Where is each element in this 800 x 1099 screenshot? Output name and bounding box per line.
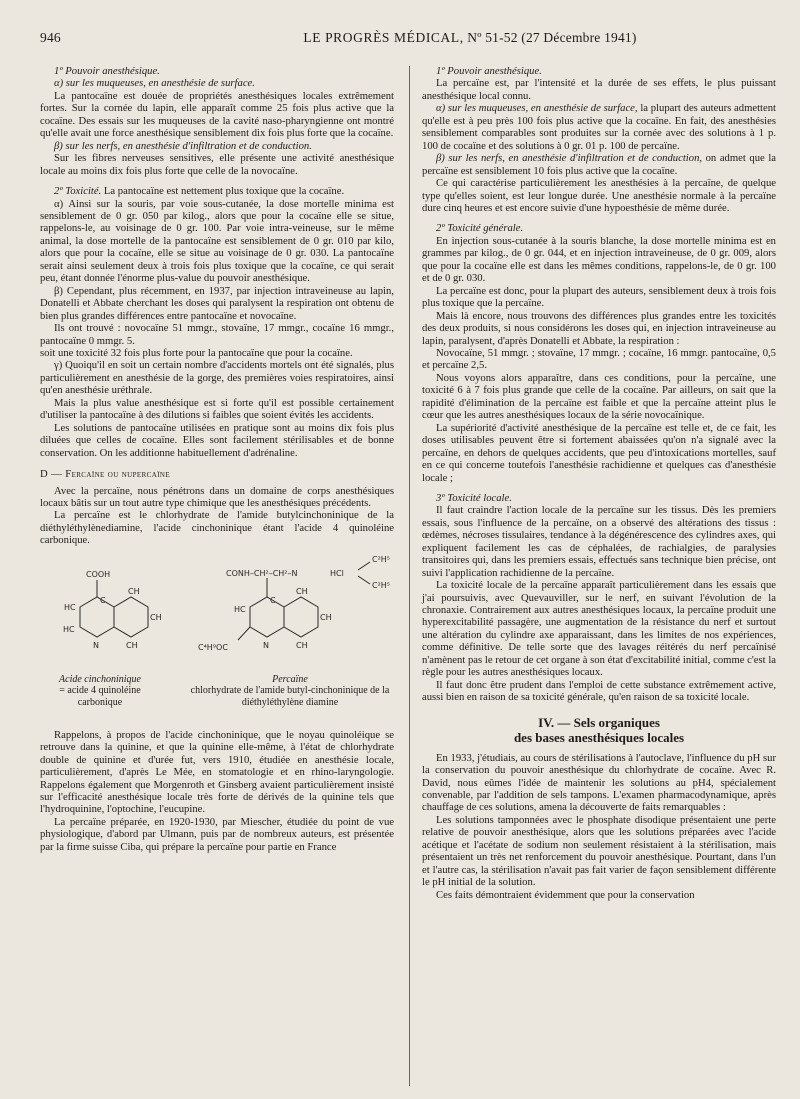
mol-label-n: N [93, 640, 99, 650]
paragraph-toxicite: 2º Toxicité. La pantocaïne est nettement plus toxique que la cocaïne. [54, 186, 345, 198]
paragraph: La pantocaïne est douée de propriétés anesthésiques locales extrêmement fortes. Sur la cornée du lapin, elle apparaît comme 25 fois plus active que la cocaïne. Des essais sur les muqueuses de la cavité naso-pharyngienne ont montré qu'elle avait une force anesthésique sensiblement dix fois plus forte que la cocaïne. [40, 90, 394, 140]
paragraph: α) sur les muqueuses, en anesthésie de surface, la plupart des auteurs admettent qu'elle est à peu près 100 fois plus active que la cocaïne. En fait, des anesthésies sensiblement comparables sont produites sur la cornée avec des solutions à 1 p. 100 de cocaïne et des solutions à 0 gr. 01 p. 100 de percaïne. [422, 103, 776, 152]
paragraph: β) sur les nerfs, en anesthésie d'infiltration et de conduction, on admet que la percaïne est sensiblement 10 fois plus active que la cocaïne. [422, 153, 776, 177]
left-column [40, 66, 394, 854]
paragraph: En 1933, j'étudiais, au cours de stérilisations à l'autoclave, l'influence du pH sur la conservation du pouvoir anesthésique du chlorhydrate de cocaïne. Avec R. David, nous eûmes l'idée de maintenir les solutions au pH4, spécialement convenable, par l'addition de sels tampons. L'examen pharmacodynamique, après chauffage de ces solutions, amena la découverte de faits remarquables : [422, 752, 776, 814]
caption-percaine: Percaïne chlorhydrate de l'amide butyl-cinchoninique de la diéthyléthylène diamine [190, 673, 390, 708]
subheading-muqueuses: α) sur les muqueuses, en anesthésie de surface. [54, 78, 255, 90]
mol-label-ch: CH [126, 640, 138, 650]
mol-label-hc: HC [234, 604, 246, 614]
paragraph: Novocaïne, 51 mmgr. ; stovaïne, 17 mmgr. ; cocaïne, 16 mmgr. pantocaïne, 0,5 et percaïne 2,5. [422, 347, 776, 372]
pyridine-ring-1 [114, 597, 148, 637]
paragraph: La percaïne est, par l'intensité et la durée de ses effets, le plus puissant anesthésique local connu. [422, 78, 776, 102]
mol-label-c2h5: C²H⁵ [372, 554, 391, 564]
subheading-pouvoir: 1º Pouvoir anesthésique. [54, 66, 160, 77]
paragraph: La toxicité locale de la percaïne apparaît particulièrement dans les essais que j'ai poursuivis, avec Quevauviller, sur le nerf, en suivant l'évolution de la chronaxie. Contrairement aux autres anesthésiques locaux, la percaïne produit une hyperexcitabilité passagère, une augmentation de la résistance du nerf et surtout une altération du cylindre axe apparaissant, dans les limites de nos expériences, comme définitive. De telle sorte que des lavages réitérés du nerf percaïnisé n'amènent pas le retour de cet organe à son état d'excitabilité initial, comme c'est la règle pour les autres anesthésiques locaux. [422, 580, 776, 679]
paragraph: En injection sous-cutanée à la souris blanche, la dose mortelle minima est en grammes par kilog., de 0 gr. 044, et en injection intraveineuse, de 0 gr. 009, alors que pour la cocaïne elle est dans les mêmes conditions, rappelons-le, de 0 gr. 100 et de 0 gr. 030. [422, 235, 776, 285]
mol-label-ch: CH [296, 640, 308, 650]
mol-label-c2h5: C²H⁵ [372, 580, 391, 590]
page-number: 946 [40, 30, 61, 45]
subheading-nerfs: β) sur les nerfs, en anesthésie d'infiltration et de conduction. [54, 140, 312, 152]
section-heading-d: D — Fercaïne ou nupercaïne [40, 469, 171, 481]
mol-label-c4h9oc: C⁴H⁹OC [198, 642, 228, 652]
mol-label-hc: HC [64, 602, 76, 612]
paragraph: Il faut craindre l'action locale de la percaïne sur les tissus. Dès les premiers essais, sous l'influence de la percaïne, on a observé des altérations des tissus : œdèmes, nécroses tissulaires, tendance à la dégénérescence des cylindres axes, qui expliquent facilement les cas de céphalées, de rachialgies, de paralysies transitoires qui, dans les premiers essais, effectués sans technique bien précise, ont suivi l'application rachidienne de la percaïne. [422, 505, 776, 579]
paragraph: Ces faits démontraient évidemment que pour la conservation [436, 889, 695, 901]
caption-acide: Acide cinchoninique = acide 4 quinoléine carbonique [59, 673, 141, 708]
running-header [40, 30, 774, 50]
mol-label-hc: HC [63, 624, 75, 634]
issue-info: Nº 51-52 (27 Décembre 1941) [467, 30, 637, 45]
benzene-ring-2 [250, 597, 284, 637]
journal-name: LE PROGRÈS MÉDICAL, [303, 30, 464, 45]
mol-label-conh: CONH–CH²–CH²–N [226, 568, 298, 578]
paragraph: La percaïne préparée, en 1920-1930, par Miescher, étudiée du point de vue physiologique, d'abord par Ulmann, puis par de nombreux auteurs, est présentée par la firme suisse Ciba, qui prépare la percaïne pour partie en France [40, 816, 394, 853]
paragraph: β) Cependant, plus récemment, en 1937, par injection intraveineuse au lapin, Donatelli et Abbate cherchant les doses qui paralysent la respiration ont obtenu de bien plus grandes différences entre pantocaïne et novocaïne. [40, 285, 394, 322]
paragraph: γ) Quoiqu'il en soit un certain nombre d'accidents mortels ont été signalés, plus particulièrement en anesthésie de la gorge, des premières voies respiratoires, ainsi qu'en anesthésie uréthrale. [40, 360, 394, 397]
paragraph: α) Ainsi sur la souris, par voie sous-cutanée, la dose mortelle minima est sensiblement de 0 gr. 050 par kilog., alors que pour la cocaïne elle se situe, rappelons-le, au voisinage de 0 gr. 100. Par voie intra-veineuse, sur le même animal, la dose mortelle de la pantocaïne est sensiblement de 0 gr. 010 par kilo, alors que pour la cocaïne, elle se situe au voisinage de 0 gr. 030. La pantocaïne serait ainsi seulement deux à trois fois plus toxique que la cocaïne, ce qui serait peu, étant donnée l'énorme plus-value du pouvoir anesthésique. [40, 198, 394, 285]
paragraph: Il faut donc être prudent dans l'emploi de cette substance extrêmement active, aussi bien en raison de sa toxicité générale, qu'en raison de sa toxicité locale. [422, 679, 776, 704]
paragraph: Rappelons, à propos de l'acide cinchoninique, que le noyau quinoléique se retrouve dans la quinine, et que la quinine elle-même, à l'état de chlorhydrate double de quinine et d'urée fut, vers 1910, étudiée en anesthésie locale, particulièrement, d'après Le Mée, en stomatologie et en rhino-laryngologie. Rappelons également que Morgenroth et Ginsberg avaient particulièrement insisté sur l'efficacité anesthésique locale très forte de dérivés de la quinine tels que l'hydroquinine, l'optochine, l'eucupine. [40, 729, 394, 816]
mol-label-ch: CH [320, 612, 332, 622]
mol-label-cooh: COOH [86, 569, 111, 579]
paragraph: Mais la plus value anesthésique est si forte qu'il est possible certainement d'utiliser la pantocaïne à des dilutions si faibles que soient évités les accidents. [40, 397, 394, 422]
right-column [422, 66, 776, 902]
pyridine-ring-2 [284, 597, 318, 637]
figure-captions [40, 674, 394, 730]
paragraph: La percaïne est le chlorhydrate de l'amide butylcinchoninique de la diéthyléthylènediamine, l'acide cinchoninique étant l'acide 4 quinoléine carbonique. [40, 510, 394, 547]
mol-label-c: C [270, 595, 276, 605]
subheading-toxicite-generale: 2º Toxicité générale. [436, 223, 524, 235]
structural-formulas [40, 552, 394, 672]
subheading-toxicite: 2º Toxicité. [54, 186, 102, 198]
mol-label-c: C [100, 595, 106, 605]
paragraph: Avec la percaïne, nous pénétrons dans un domaine de corps anesthésiques locaux bâtis sur un tout autre type chimique que les anesthésiques précédents. [40, 485, 394, 509]
paragraph: Sur les fibres nerveuses sensitives, elle présente une activité anesthésique locale au moins dix fois plus forte que celle de la novocaïne. [40, 153, 394, 177]
subheading-toxicite-locale: 3º Toxicité locale. [436, 492, 512, 504]
mol-label-hcl: HCl [330, 568, 344, 578]
paragraph: Nous voyons alors apparaître, dans ces conditions, pour la percaïne, une toxicité 6 à 7 fois plus grande que celle de la cocaïne. Par ailleurs, on sait que la rapidité d'élimination de la percaïne est faible et que la percaïne atteint plus le cœur que les autres anesthésiques locaux de la série novocaïnique. [422, 372, 776, 422]
running-title [190, 30, 750, 46]
paragraph: La percaïne est donc, pour la plupart des auteurs, sensiblement deux à trois fois plus toxique que la percaïne. [422, 285, 776, 310]
paragraph: Les solutions tamponnées avec le phosphate disodique présentaient une perte relative de pouvoir anesthésique, alors que les solutions préparées avec l'acide acétique et l'acétate de sodium non seulement résistaient à la stérilisation, mais présentaient un très net renforcement du pouvoir anesthésique. Pourtant, dans l'un et l'autre cas, la stérilisation n'avait pas fait varier de façon sensiblement différente le pH initial de la solution. [422, 814, 776, 889]
benzene-ring-1 [80, 597, 114, 637]
mol-label-ch: CH [128, 586, 140, 596]
section-heading-iv: IV. — Sels organiques des bases anesthésiques locales [513, 714, 685, 745]
chemical-structures [40, 552, 394, 672]
subheading-pouvoir: 1º Pouvoir anesthésique. [436, 66, 542, 77]
paragraph: soit une toxicité 32 fois plus forte pour la pantocaïne que pour la cocaïne. [40, 347, 353, 359]
paragraph: Ils ont trouvé : novocaïne 51 mmgr., stovaïne, 17 mmgr., cocaïne 16 mmgr., pantocaïne 0 mmgr. 5. [40, 323, 394, 347]
paragraph: Ce qui caractérise particulièrement les anesthésies à la percaïne, de quelque type qu'elles soient, est leur longue durée. Une anesthésie normale à la percaïne dure cinq heures et est encore suivie d'une hypoesthésie de même durée. [422, 178, 776, 214]
paragraph: La supériorité d'activité anesthésique de la percaïne est telle et, de ce fait, les doses utilisables peuvent être si fortement abaissées qu'on n'a signalé avec la percaïne, en dehors de quelques accidents, que peu d'intoxications mortelles, sauf en ce qui concerne toutefois l'anesthésie rachidienne et quelques cas d'anesthésie locale ; [422, 422, 776, 484]
mol-label-ch: CH [150, 612, 162, 622]
mol-label-ch: CH [296, 586, 308, 596]
paragraph: Les solutions de pantocaïne utilisées en pratique sont au moins dix fois plus diluées que celles de cocaïne. Elles sont facilement stérilisables et de bonne conservation. On les additionne habituellement d'adrénaline. [40, 422, 394, 459]
mol-label-n: N [263, 640, 269, 650]
paragraph: Mais là encore, nous trouvons des différences plus grandes entre les toxicités des deux produits, si nous considérons les doses qui, en injection intraveineuse au lapin, paralysent, d'après Donatelli et Abbate, la respiration : [422, 310, 776, 347]
column-divider [409, 66, 410, 1086]
